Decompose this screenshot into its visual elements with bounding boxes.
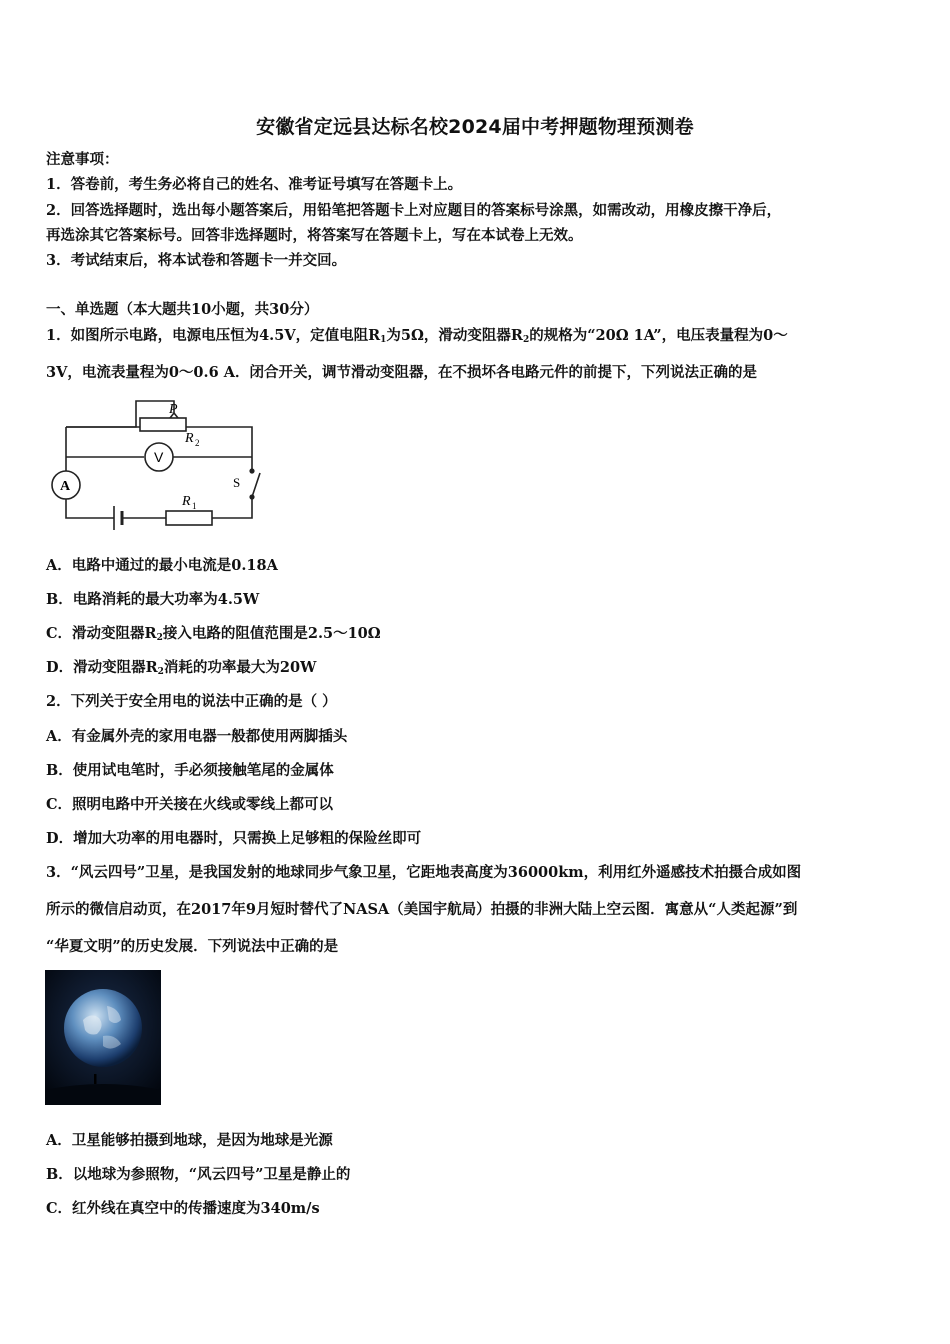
q1-option-b: B．电路消耗的最大功率为4.5W xyxy=(46,591,260,608)
q1-stem-part-b: 为5Ω，滑动变阻器R xyxy=(386,327,523,344)
earth-globe xyxy=(64,989,142,1067)
q1-option-a: A．电路中通过的最小电流是0.18A xyxy=(46,557,278,574)
notice-item-3: 3．考试结束后，将本试卷和答题卡一并交回。 xyxy=(46,252,347,269)
label-r2-sub: 2 xyxy=(195,438,200,448)
q2-option-c: C．照明电路中开关接在火线或零线上都可以 xyxy=(46,796,334,813)
label-r1-sub: 1 xyxy=(192,501,197,511)
q3-option-a: A．卫星能够拍摄到地球，是因为地球是光源 xyxy=(46,1132,333,1149)
q1-option-c xyxy=(46,624,381,648)
q1-option-d xyxy=(46,658,316,682)
q3-stem-line3: “华夏文明”的历史发展．下列说法中正确的是 xyxy=(46,938,339,955)
q3-stem-line1: 3．“风云四号”卫星，是我国发射的地球同步气象卫星，它距地表高度为36000km，利用红外遥感技术拍摄合成如图 xyxy=(46,864,802,881)
label-p: P xyxy=(169,402,178,417)
q1-sub-r1: 1 xyxy=(380,335,387,345)
q1-option-d-part2: 消耗的功率最大为20W xyxy=(163,659,317,676)
label-r2: R xyxy=(185,431,194,446)
switch-blade xyxy=(252,473,260,497)
wire-top-left xyxy=(66,401,174,427)
label-r1: R xyxy=(182,494,191,509)
q3-stem-line2: 所示的微信启动页，在2017年9月短时替代了NASA（美国宇航局）拍摄的非洲大陆上空云图．寓意从“人类起源”到 xyxy=(46,901,798,918)
notice-item-1: 1．答卷前，考生务必将自己的姓名、准考证号填写在答题卡上。 xyxy=(46,176,463,193)
q1-option-c-part1: C．滑动变阻器R xyxy=(46,625,157,642)
rheostat-r2 xyxy=(140,418,186,431)
section-heading: 一、单选题（本大题共10小题，共30分） xyxy=(46,301,319,318)
human-silhouette xyxy=(94,1074,97,1084)
q3-option-b: B．以地球为参照物，“风云四号”卫星是静止的 xyxy=(46,1166,351,1183)
q1-option-c-part2: 接入电路的阻值范围是2.5～10Ω xyxy=(162,625,381,642)
notice-heading: 注意事项： xyxy=(46,151,119,168)
q1-option-d-part1: D．滑动变阻器R xyxy=(46,659,158,676)
label-a: A xyxy=(60,479,71,494)
q2-stem: 2．下列关于安全用电的说法中正确的是（ ） xyxy=(46,693,337,710)
resistor-r1 xyxy=(166,511,212,525)
circuit-diagram xyxy=(44,393,270,539)
q1-stem-part-c: 的规格为“20Ω 1A”，电压表量程为0～ xyxy=(529,327,788,344)
q3-option-c: C．红外线在真空中的传播速度为340m/s xyxy=(46,1200,320,1217)
q1-option-c-sub: 2 xyxy=(156,633,163,643)
q1-stem-line2: 3V，电流表量程为0～0.6 A．闭合开关，调节滑动变阻器，在不损坏各电路元件的前提下，下列说法正确的是 xyxy=(46,364,757,381)
q1-stem-line1 xyxy=(46,326,788,350)
q1-option-d-sub: 2 xyxy=(157,667,164,677)
q1-sub-r2: 2 xyxy=(522,335,530,345)
q2-option-b: B．使用试电笔时，手必须接触笔尾的金属体 xyxy=(46,762,334,779)
q2-option-d: D．增加大功率的用电器时，只需换上足够粗的保险丝即可 xyxy=(46,830,422,847)
notice-item-2: 2．回答选择题时，选出每小题答案后，用铅笔把答题卡上对应题目的答案标号涂黑，如需改动，用橡皮擦干净后， xyxy=(46,202,782,219)
label-v: V xyxy=(154,449,164,465)
page-title: 安徽省定远县达标名校2024届中考押题物理预测卷 xyxy=(256,116,694,138)
label-s: S xyxy=(233,475,241,490)
q2-option-a: A．有金属外壳的家用电器一般都使用两脚插头 xyxy=(46,728,348,745)
notice-item-2-cont: 再选涂其它答案标号。回答非选择题时，将答案写在答题卡上，写在本试卷上无效。 xyxy=(46,227,583,244)
earth-image xyxy=(45,970,161,1105)
q1-stem-part-a: 1．如图所示电路，电源电压恒为4.5V，定值电阻R xyxy=(46,327,381,344)
